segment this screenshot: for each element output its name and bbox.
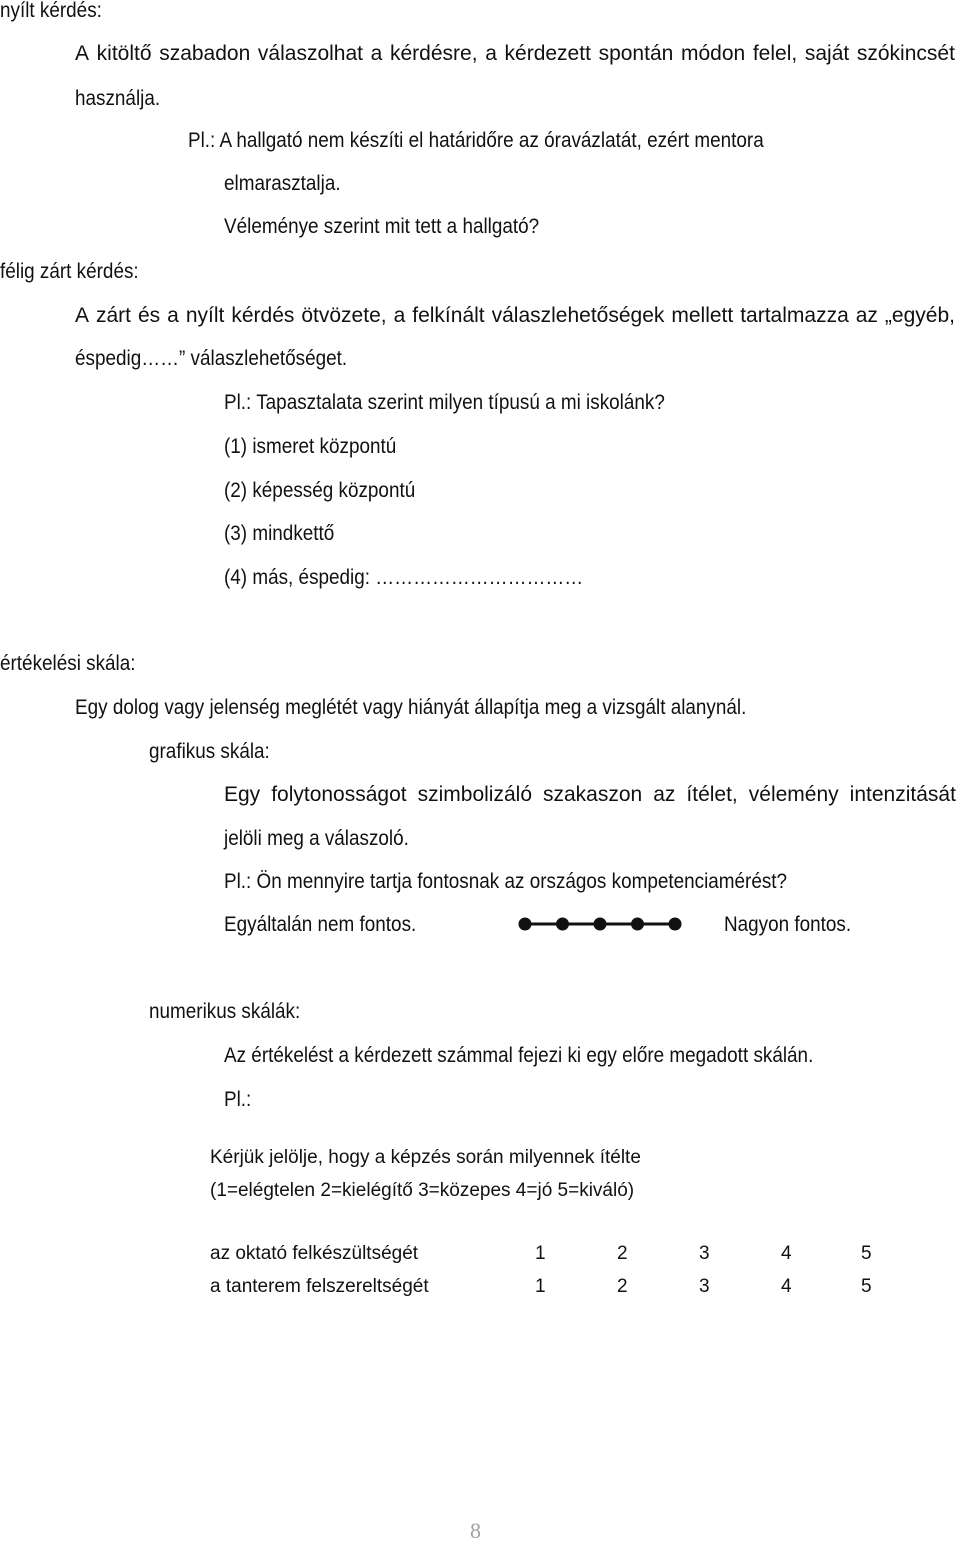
word: az: [653, 783, 676, 806]
word: mellett: [671, 304, 734, 327]
semi-closed-option-4: (4) más, éspedig: ……………………………: [224, 566, 584, 589]
rating-value: 5: [861, 1243, 872, 1264]
word: spontán: [598, 42, 674, 65]
rating-value: 1: [535, 1243, 546, 1264]
graphic-scale-example: Pl.: Ön mennyire tartja fontosnak az országos kompetenciamérést?: [224, 870, 788, 893]
word: a: [370, 42, 383, 65]
rating-value: 3: [699, 1276, 710, 1297]
word: „egyéb,: [884, 304, 955, 327]
graphic-scale-definition-line2: jelöli meg a válaszoló.: [224, 827, 409, 850]
graphic-scale-dot: [594, 918, 607, 931]
graphic-scale-line: [515, 914, 695, 934]
rating-value: 4: [781, 1243, 792, 1264]
word: szabadon: [159, 42, 251, 65]
rating-value: 2: [617, 1276, 628, 1297]
word: kitöltő: [96, 42, 152, 65]
word: válaszolhat: [257, 42, 363, 65]
evaluation-scale-heading: értékelési skála:: [0, 652, 136, 675]
word: nyílt: [185, 304, 225, 327]
word: a: [167, 304, 179, 327]
word: felkínált: [412, 304, 485, 327]
rating-row-label: az oktató felkészültségét: [210, 1243, 419, 1264]
word: Egy: [224, 783, 261, 806]
semi-closed-question-heading: félig zárt kérdés:: [0, 260, 139, 283]
open-question-definition-line2: használja.: [75, 87, 161, 110]
rating-value: 2: [617, 1243, 628, 1264]
rating-value: 5: [861, 1276, 872, 1297]
word: vélemény: [748, 783, 839, 806]
semi-closed-question-definition-line2: éspedig……” válaszlehetőséget.: [75, 347, 348, 370]
word: ötvözete,: [301, 304, 387, 327]
word: kérdezett: [504, 42, 591, 65]
open-question-definition-line1: [75, 41, 955, 67]
rating-form-instruction-line2: (1=elégtelen 2=kielégítő 3=közepes 4=jó 5=kiváló): [210, 1180, 635, 1201]
graphic-scale-right-label: Nagyon fontos.: [724, 913, 852, 936]
open-question-example-line3: Véleménye szerint mit tett a hallgató?: [224, 215, 540, 238]
word: szimbolizáló: [417, 783, 532, 806]
semi-closed-option-3: (3) mindkettő: [224, 522, 335, 545]
rating-row-label: a tanterem felszereltségét: [210, 1276, 429, 1297]
word: szakaszon: [543, 783, 643, 806]
numeric-scale-heading: numerikus skálák:: [149, 1000, 301, 1023]
open-question-example-line2: elmarasztalja.: [224, 172, 341, 195]
word: szókincsét: [856, 42, 955, 65]
word: tartalmazza: [740, 304, 849, 327]
graphic-scale-dot: [669, 918, 682, 931]
word: módon: [680, 42, 746, 65]
rating-value: 4: [781, 1276, 792, 1297]
word: a: [393, 304, 406, 327]
open-question-example-line1: Pl.: A hallgató nem készíti el határidőre az óravázlatát, ezért mentora: [188, 129, 764, 152]
page-number: 8: [470, 1518, 481, 1543]
word: zárt: [96, 304, 132, 327]
word: kérdésre,: [389, 42, 478, 65]
word: felel,: [752, 42, 798, 65]
word: saját: [804, 42, 850, 65]
word: ítélet,: [686, 783, 738, 806]
graphic-scale-left-label: Egyáltalán nem fontos.: [224, 913, 417, 936]
numeric-scale-example-label: Pl.:: [224, 1088, 252, 1111]
word: A: [75, 304, 90, 327]
semi-closed-option-1: (1) ismeret központú: [224, 435, 397, 458]
word: az: [855, 304, 878, 327]
word: intenzitását: [849, 783, 956, 806]
semi-closed-question-definition-line1: [75, 303, 955, 329]
graphic-scale-dot: [556, 918, 569, 931]
graphic-scale-definition-line1: [224, 782, 956, 808]
open-question-heading: nyílt kérdés:: [0, 0, 102, 22]
word: válaszlehetőségek: [491, 304, 665, 327]
numeric-scale-definition: Az értékelést a kérdezett számmal fejezi ki egy előre megadott skálán.: [224, 1044, 814, 1067]
rating-form-instruction-line1: Kérjük jelölje, hogy a képzés során milyennek ítélte: [210, 1147, 641, 1168]
graphic-scale-heading: grafikus skála:: [149, 740, 270, 763]
semi-closed-option-2: (2) képesség központú: [224, 479, 416, 502]
word: kérdés: [231, 304, 295, 327]
rating-value: 1: [535, 1276, 546, 1297]
evaluation-scale-definition: Egy dolog vagy jelenség meglétét vagy hiányát állapítja meg a vizsgált alanynál.: [75, 696, 747, 719]
semi-closed-question-example: Pl.: Tapasztalata szerint milyen típusú a mi iskolánk?: [224, 391, 665, 414]
word: folytonosságot: [271, 783, 407, 806]
word: és: [138, 304, 161, 327]
graphic-scale-dot: [519, 918, 532, 931]
word: a: [485, 42, 497, 65]
word: A: [75, 42, 90, 65]
rating-value: 3: [699, 1243, 710, 1264]
graphic-scale-dot: [631, 918, 644, 931]
